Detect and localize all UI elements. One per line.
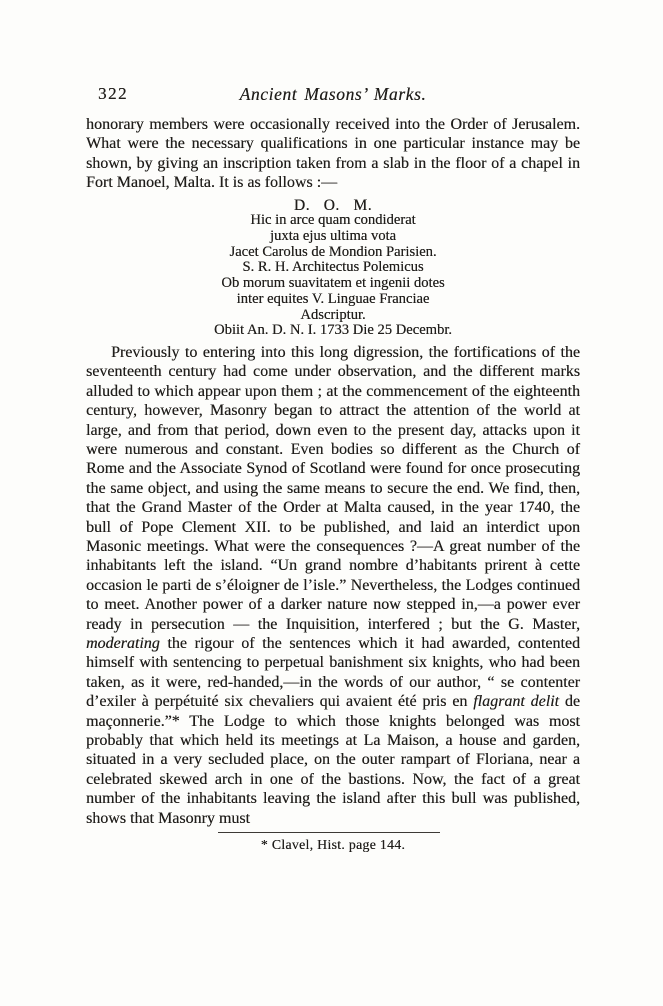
inscription-block (86, 198, 580, 339)
inscription-line: Obiit An. D. N. I. 1733 Die 25 Decembr. (214, 322, 452, 339)
paragraph-text: Previously to entering into this long digression, the fortifications of the seventeenth century had come under observation, and the different marks alluded to which appear upon them ; at the commencement of the eighteenth century, however, Masonry began to attract the attention of the world at large, and from that period, down even to the present day, attacks upon it were numerous and constant. Even bodies so different as the Church of Rome and the Associate Synod of Scotland were found for once prosecuting the same object, and using the same means to secure the end. We find, then, that the Grand Master of the Order at Malta caused, in the year 1740, the bull of Pope Clement XII. to be published, and laid an interdict upon Masonic meetings. What were the consequences ?—A great number of the inhabitants left the island. “Un grand nombre d’habitants prirent à cette occasion le parti de s’éloigner de l’isle.” Nevertheless, the Lodges continued to meet. Another power of a darker nature now stepped in,—a power ever ready in persecution — the Inquisition, interfered ; but the G. Master, (86, 343, 580, 633)
paragraph-text: the rigour of the sentences which it had awarded, contented himself with sentencing to perpetual banishment six knights, who had been taken, as it were, red-handed,—in the words of our author, “ se contenter d’exiler à perpétuité six chevaliers qui avaient été pris en (86, 635, 580, 711)
page-number: 322 (98, 84, 128, 103)
footnote-area (86, 832, 580, 853)
paragraph-text: de maçonnerie.”* The Lodge to which those knights belonged was most probably that which held its meetings at La Maison, a house and garden, situated in a very secluded place, on the outer rampart of Floriana, near a celebrated skewed arch in one of the bastions. Now, the fact of a great number of the inhabitants leaving the island after this bull was published, shows that Masonry must (86, 693, 581, 827)
inscription-line: Adscriptur. (300, 306, 366, 323)
inscription-line: Hic in arce quam condiderat (250, 212, 416, 229)
inscription-line: inter equites V. Linguae Franciae (236, 290, 430, 307)
inscription-line: juxta ejus ultima vota (269, 228, 397, 245)
inscription-line: Jacet Carolus de Mondion Parisien. (229, 243, 437, 260)
footnote: * Clavel, Hist. page 144. (260, 837, 406, 853)
footnote-rule (218, 832, 440, 833)
inscription-line: Ob morum suavitatem et ingenii dotes (221, 275, 445, 292)
inscription-line: D. O. M. (293, 196, 373, 214)
italic-phrase: moderating (86, 635, 160, 653)
inscription-line: S. R. H. Architectus Polemicus (242, 259, 424, 276)
paragraph-main (86, 343, 580, 828)
running-title: Ancient Masons’ Marks. (239, 84, 427, 104)
italic-phrase: flagrant delit (473, 693, 560, 711)
paragraph-continuation: honorary members were occasionally received into the Order of Jerusalem. What were the necessary qualifications in one particular instance may be shown, by giving an inscription taken from a slab in the floor of a chapel in Fort Manoel, Malta. It is as follows :— (86, 116, 580, 192)
page-header (86, 84, 580, 106)
